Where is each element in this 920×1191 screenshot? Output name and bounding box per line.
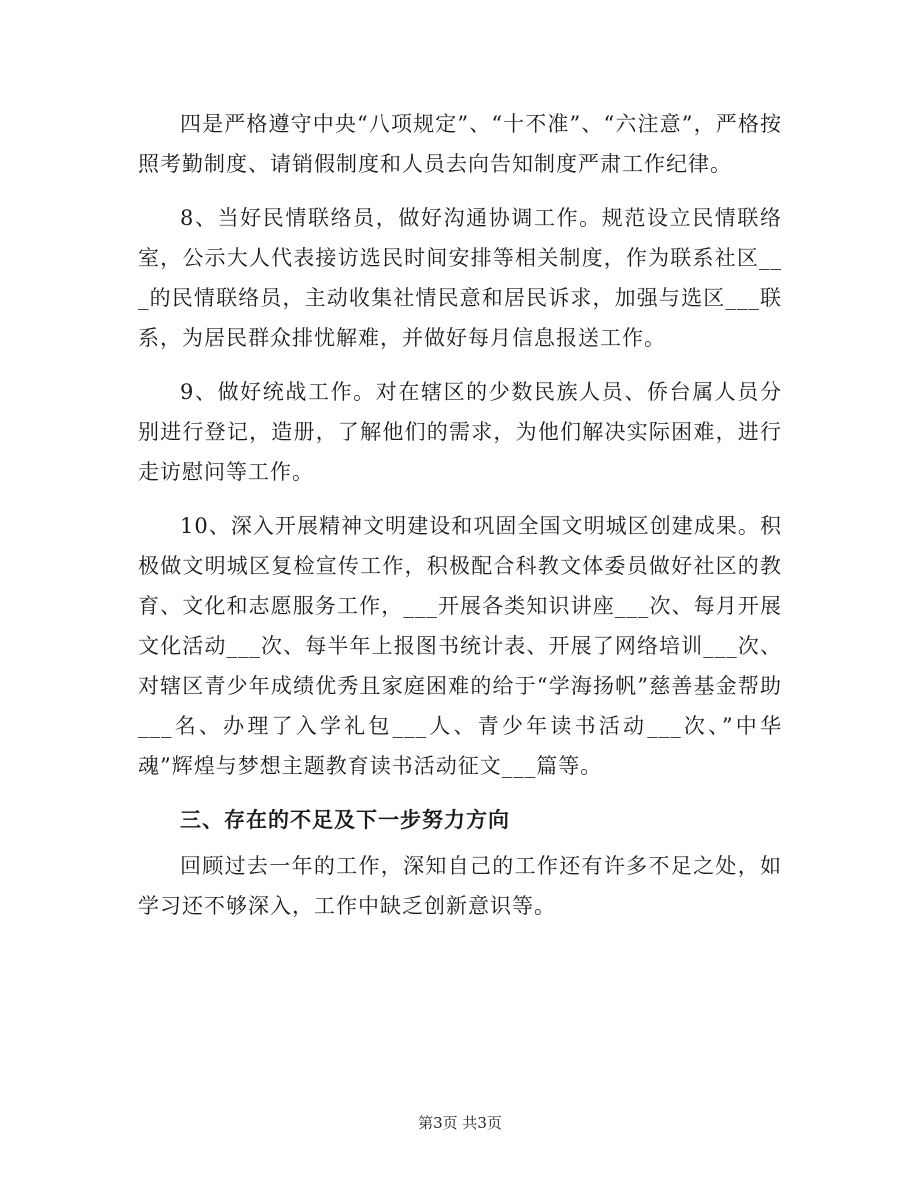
paragraph-closing: 回顾过去一年的工作，深知自己的工作还有许多不足之处，如学习还不够深入，工作中缺乏创新意识等。	[138, 854, 782, 918]
paragraph-item-9: 9、做好统战工作。对在辖区的少数民族人员、侨台属人员分别进行登记，造册，了解他们的需求，为他们解决实际困难，进行走访慰问等工作。	[138, 380, 782, 484]
document-body	[138, 104, 782, 940]
paragraph-item-8: 8、当好民情联络员，做好沟通协调工作。规范设立民情联络室，公示大人代表接访选民时间安排等相关制度，作为联系社区___的民情联络员，主动收集社情民意和居民诉求，加强与选区___联系，为居民群众排忧解难，并做好每月信息报送工作。	[138, 206, 782, 350]
section-heading: 三、存在的不足及下一步努力方向	[180, 808, 510, 832]
paragraph-discipline: 四是严格遵守中央“八项规定”、“十不准”、“六注意”，严格按照考勤制度、请销假制度和人员去向告知制度严肃工作纪律。	[138, 112, 782, 176]
paragraph-item-10: 10、深入开展精神文明建设和巩固全国文明城区创建成果。积极做文明城区复检宣传工作，积极配合科教文体委员做好社区的教育、文化和志愿服务工作，___开展各类知识讲座___次、每月开展文化活动___次、每半年上报图书统计表、开展了网络培训___次、对辖区青少年成绩优秀且家庭困难的给于“学海扬帆”慈善基金帮助___名、办理了入学礼包___人、青少年读书活动___次、”中华魂”辉煌与梦想主题教育读书活动征文___篇等。	[138, 514, 782, 778]
page-number-footer: 第3页 共3页	[418, 1114, 502, 1132]
